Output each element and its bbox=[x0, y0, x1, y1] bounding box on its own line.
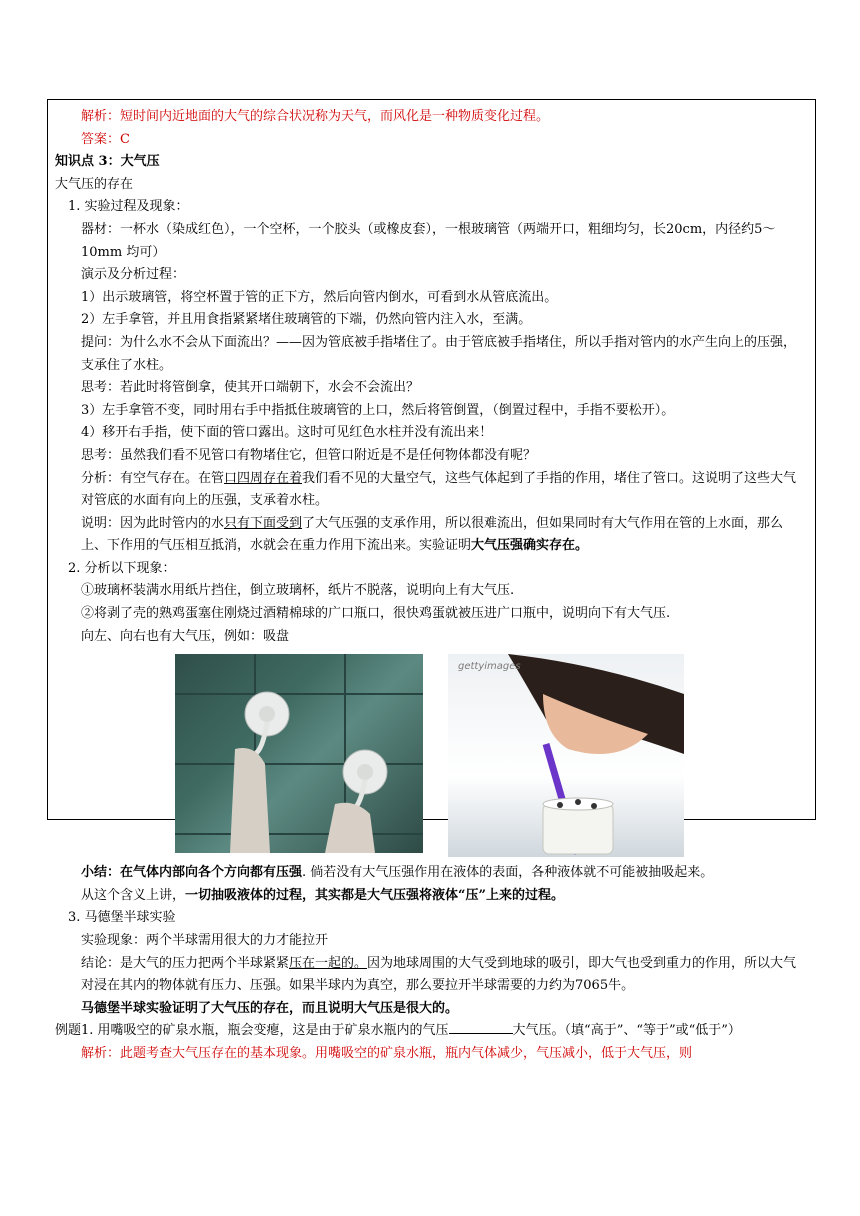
paragraph: 结论：是大气的压力把两个半球紧紧压在一起的。因为地球周围的大气受到地球的吸引，即大气也受到重力的作用，所以大气对浸在其内的物体就有压力、压强。如果半球内为真空，那么要拉开半球需要的力约为7065牛。 bbox=[81, 955, 797, 994]
paragraph: 演示及分析过程： bbox=[81, 267, 186, 283]
paragraph: 马德堡半球实验证明了大气压的存在，而且说明大气压是很大的。 bbox=[81, 1000, 459, 1016]
paragraph: 向左、向右也有大气压，例如：吸盘 bbox=[81, 628, 290, 644]
paragraph: 小结：在气体内部向各个方向都有压强. 倘若没有大气压强作用在液体的表面，各种液体就不可能被抽吸起来。 bbox=[81, 865, 714, 881]
paragraph: 提问：为什么水不会从下面流出？——因为管底被手指堵住了。由于管底被手指堵住，所以手指对管内的水产生向上的压强，支承住了水柱。 bbox=[81, 334, 797, 373]
paragraph: 器材：一杯水（染成红色），一个空杯，一个胶头（或橡皮套），一根玻璃管（两端开口，粗细均匀，长20cm，内径约5～10mm 均可） bbox=[81, 221, 776, 260]
paragraph: 思考：虽然我们看不见管口有物堵住它，但管口附近是不是任何物体都没有呢？ bbox=[81, 447, 537, 463]
paragraph: 分析：有空气存在。在管口四周存在着我们看不见的大量空气，这些气体起到了手指的作用，堵住了管口。这说明了这些大气对管底的水面有向上的压强，支承着水柱。 bbox=[81, 470, 797, 509]
document-body bbox=[55, 106, 807, 1066]
analysis-text: 解析：此题考查大气压存在的基本现象。用嘴吸空的矿泉水瓶，瓶内气体减少，气压减小，低于大气压，则 bbox=[81, 1046, 693, 1061]
answer-text: 答案：C bbox=[81, 131, 130, 147]
paragraph: 3）左手拿管不变，同时用右手中指抵住玻璃管的上口，然后将管倒置，（倒置过程中，手指不要松开）。 bbox=[81, 402, 675, 418]
paragraph: ②将剥了壳的熟鸡蛋塞住刚烧过酒精棉球的广口瓶口，很快鸡蛋就被压进广口瓶中，说明向下有大气压. bbox=[81, 606, 671, 622]
paragraph: 实验现象：两个半球需用很大的力才能拉开 bbox=[81, 933, 329, 949]
straw-drinking-photo bbox=[448, 654, 684, 857]
analysis-text: 解析：短时间内近地面的大气的综合状况称为天气，而风化是一种物质变化过程。 bbox=[81, 109, 550, 124]
fill-blank[interactable] bbox=[449, 1021, 513, 1034]
item-heading: 2. 分析以下现象： bbox=[68, 560, 176, 576]
subsection-heading: 大气压的存在 bbox=[55, 176, 134, 192]
paragraph: 1）出示玻璃管，将空杯置于管的正下方，然后向管内倒水，可看到水从管底流出。 bbox=[81, 289, 558, 305]
paragraph: 2）左手拿管，并且用食指紧紧堵住玻璃管的下端，仍然向管内注入水，至满。 bbox=[81, 312, 532, 328]
section-heading: 知识点 3：大气压 bbox=[55, 154, 160, 170]
example-question: 例题1. 用嘴吸空的矿泉水瓶，瓶会变瘪，这是由于矿泉水瓶内的气压 大气压。（填“高于”、“等于”或“低于”） bbox=[55, 1023, 741, 1039]
straw-drinking-illustration bbox=[448, 654, 684, 857]
paragraph: 从这个含义上讲，一切抽吸液体的过程，其实都是大气压强将液体“压”上来的过程。 bbox=[81, 887, 564, 903]
item-heading: 1. 实验过程及现象： bbox=[68, 199, 189, 215]
suction-hook-illustration bbox=[175, 654, 423, 853]
paragraph: 思考：若此时将管倒拿，使其开口端朝下，水会不会流出？ bbox=[81, 380, 420, 396]
paragraph: ①玻璃杯装满水用纸片挡住，倒立玻璃杯，纸片不脱落，说明向上有大气压. bbox=[81, 583, 515, 599]
figure-row bbox=[55, 652, 807, 862]
paragraph: 4）移开右手指，使下面的管口露出。这时可见红色水柱并没有流出来！ bbox=[81, 425, 493, 441]
item-heading: 3. 马德堡半球实验 bbox=[68, 910, 176, 926]
image-watermark: gettyimages bbox=[458, 661, 521, 673]
suction-hook-photo bbox=[175, 654, 423, 853]
paragraph: 说明：因为此时管内的水只有下面受到了大气压强的支承作用，所以很难流出，但如果同时有大气作用在管的上水面，那么上、下作用的气压相互抵消，水就会在重力作用下流出来。实验证明大气压强确实存在。 bbox=[81, 515, 784, 554]
